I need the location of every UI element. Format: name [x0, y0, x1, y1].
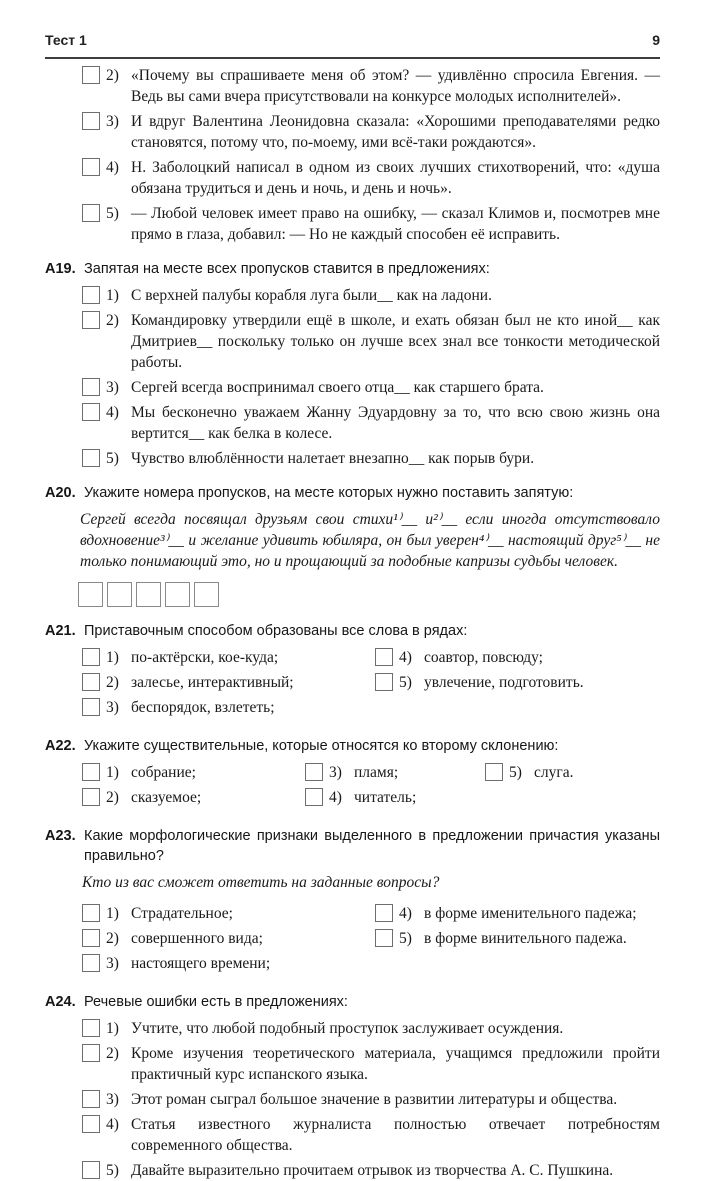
answer-option — [82, 903, 375, 924]
option-text: в форме именительного падежа; — [424, 905, 637, 922]
question-a22-options — [82, 762, 660, 812]
option-number: 2) — [106, 789, 119, 806]
option-text: Н. Заболоцкий написал в одном из своих лучших стихотворений, что: «душа обязана трудиться и день и ночь, и день и ночь». — [131, 159, 660, 197]
question-a22-header — [45, 736, 660, 756]
option-text: Сергей всегда воспринимал своего отца__ как старшего брата. — [131, 379, 544, 396]
question-prompt: Укажите существительные, которые относятся ко второму склонению: — [84, 738, 559, 754]
option-text: совершенного вида; — [131, 930, 263, 947]
answer-option — [82, 111, 660, 153]
question-a24-header — [45, 992, 660, 1012]
answer-checkbox[interactable] — [82, 66, 100, 84]
question-a19-header — [45, 259, 660, 279]
question-prompt: Запятая на месте всех пропусков ставится в предложениях: — [84, 261, 490, 277]
option-number: 3) — [106, 699, 119, 716]
option-text: пламя; — [354, 764, 399, 781]
option-text: Этот роман сыграл большое значение в развитии литературы и общества. — [131, 1091, 618, 1108]
answer-option — [305, 787, 485, 808]
option-text: Статья известного журналиста полностью отвечает потребностям современного общества. — [131, 1116, 660, 1154]
option-text: «Почему вы спрашиваете меня об этом? — удивлённо спросила Евгения. — Ведь вы сами вчера присутствовали на конкурсе молодых исполнителей». — [131, 67, 660, 105]
option-number: 4) — [329, 789, 342, 806]
answer-input-box[interactable] — [78, 582, 103, 607]
question-a21-header — [45, 621, 660, 641]
answer-checkbox[interactable] — [82, 698, 100, 716]
option-number: 3) — [329, 764, 342, 781]
option-number: 3) — [106, 955, 119, 972]
answer-option — [82, 1089, 660, 1110]
answer-input-box[interactable] — [194, 582, 219, 607]
option-text: Кроме изучения теоретического материала, учащимся предложили пройти практичный курс испанского языка. — [131, 1045, 660, 1083]
answer-checkbox[interactable] — [82, 378, 100, 396]
answer-checkbox[interactable] — [305, 763, 323, 781]
option-number: 2) — [106, 312, 119, 329]
passage-text: Кто из вас сможет ответить на — [82, 874, 311, 891]
option-text: настоящего времени; — [131, 955, 271, 972]
option-text: — Любой человек имеет право на ошибку, — сказал Климов и, посмотрев мне прямо в глаза, добавил: — Но не каждый способен её исправить. — [131, 205, 660, 243]
answer-checkbox[interactable] — [82, 929, 100, 947]
option-text: читатель; — [354, 789, 417, 806]
answer-option — [375, 928, 660, 949]
question-a23-passage — [82, 872, 660, 893]
option-number: 3) — [106, 113, 119, 130]
answer-option — [82, 377, 660, 398]
answer-option — [485, 762, 660, 783]
option-text: залесье, интерактивный; — [131, 674, 294, 691]
option-text: Учтите, что любой подобный проступок заслуживает осуждения. — [131, 1020, 564, 1037]
answer-checkbox[interactable] — [375, 904, 393, 922]
answer-option — [82, 1018, 660, 1039]
question-a20-passage: Сергей всегда посвящал друзьям свои стихи¹⁾__ и²⁾__ если иногда отсутствовало вдохновение³⁾__ и желание удивить юбиляра, он был уверен⁴⁾__ настоящий друг⁵⁾__ не только понимающий это, но и прощающий за подобные капризы судьбы человек. — [80, 511, 660, 570]
answer-checkbox[interactable] — [82, 954, 100, 972]
answer-checkbox[interactable] — [82, 449, 100, 467]
option-text: сказуемое; — [131, 789, 202, 806]
answer-box-row — [78, 582, 660, 607]
answer-option — [82, 285, 660, 306]
question-id: А20. — [45, 485, 76, 501]
question-id: А24. — [45, 994, 76, 1010]
option-text: увлечение, подготовить. — [424, 674, 584, 691]
option-text: Мы бесконечно уважаем Жанну Эдуардовну за то, что всю свою жизнь она вертится__ как белка в колесе. — [131, 404, 660, 442]
answer-checkbox[interactable] — [82, 673, 100, 691]
question-a20-header — [45, 483, 660, 503]
option-number: 5) — [106, 450, 119, 467]
question-prompt: Речевые ошибки есть в предложениях: — [84, 994, 348, 1010]
option-number: 2) — [106, 1045, 119, 1062]
answer-checkbox[interactable] — [82, 403, 100, 421]
answer-option — [375, 903, 660, 924]
answer-checkbox[interactable] — [82, 1019, 100, 1037]
passage-bold-word: заданные — [310, 874, 373, 891]
answer-checkbox[interactable] — [82, 904, 100, 922]
option-number: 5) — [106, 205, 119, 222]
option-number: 4) — [399, 905, 412, 922]
question-a24-options — [82, 1018, 660, 1181]
option-text: Давайте выразительно прочитаем отрывок из творчества А. С. Пушкина. — [131, 1162, 614, 1179]
answer-checkbox[interactable] — [82, 112, 100, 130]
option-number: 1) — [106, 905, 119, 922]
option-number: 5) — [399, 930, 412, 947]
answer-checkbox[interactable] — [82, 311, 100, 329]
question-id: А19. — [45, 261, 76, 277]
question-id: А21. — [45, 623, 76, 639]
answer-option — [82, 697, 375, 718]
answer-option — [82, 1043, 660, 1085]
question-a23-header — [45, 826, 660, 866]
option-number: 5) — [509, 764, 522, 781]
answer-checkbox[interactable] — [82, 286, 100, 304]
option-number: 1) — [106, 1020, 119, 1037]
option-number: 2) — [106, 67, 119, 84]
answer-checkbox[interactable] — [305, 788, 323, 806]
answer-option — [82, 402, 660, 444]
answer-option — [82, 647, 375, 668]
answer-option — [82, 928, 375, 949]
answer-option — [82, 157, 660, 199]
question-a23-options — [82, 903, 660, 978]
question-a21-options — [82, 647, 660, 722]
test-title: Тест 1 — [45, 32, 87, 48]
answer-checkbox[interactable] — [485, 763, 503, 781]
option-text: слуга. — [534, 764, 574, 781]
question-prompt: Укажите номера пропусков, на месте которых нужно поставить запятую: — [84, 485, 574, 501]
answer-checkbox[interactable] — [82, 1161, 100, 1179]
answer-option — [82, 448, 660, 469]
option-number: 1) — [106, 764, 119, 781]
answer-checkbox[interactable] — [82, 204, 100, 222]
option-number: 5) — [106, 1162, 119, 1179]
option-number: 4) — [106, 159, 119, 176]
option-number: 1) — [106, 649, 119, 666]
answer-checkbox[interactable] — [82, 1090, 100, 1108]
option-text: Страдательное; — [131, 905, 233, 922]
option-number: 3) — [106, 379, 119, 396]
answer-option — [82, 310, 660, 373]
answer-input-box[interactable] — [107, 582, 132, 607]
answer-option — [82, 65, 660, 107]
option-text: собрание; — [131, 764, 196, 781]
answer-option — [305, 762, 485, 783]
option-text: Чувство влюблённости налетает внезапно__ как порыв бури. — [131, 450, 535, 467]
question-id: А23. — [45, 828, 76, 844]
answer-checkbox[interactable] — [375, 929, 393, 947]
option-number: 2) — [106, 930, 119, 947]
answer-checkbox[interactable] — [82, 648, 100, 666]
answer-checkbox[interactable] — [82, 1044, 100, 1062]
option-number: 1) — [106, 287, 119, 304]
answer-option — [82, 762, 305, 783]
answer-option — [82, 953, 375, 974]
option-number: 3) — [106, 1091, 119, 1108]
answer-option — [82, 1160, 660, 1181]
answer-option — [375, 672, 660, 693]
question-a19-options — [82, 285, 660, 469]
question-id: А22. — [45, 738, 76, 754]
option-number: 5) — [399, 674, 412, 691]
option-number: 4) — [106, 404, 119, 421]
answer-option — [82, 787, 305, 808]
passage-text: вопросы? — [372, 874, 440, 891]
page-number: 9 — [652, 32, 660, 48]
answer-checkbox[interactable] — [82, 763, 100, 781]
option-number: 2) — [106, 674, 119, 691]
answer-checkbox[interactable] — [375, 673, 393, 691]
answer-input-box[interactable] — [165, 582, 190, 607]
answer-option — [375, 647, 660, 668]
question-prompt: Приставочным способом образованы все слова в рядах: — [84, 623, 468, 639]
continuation-options — [82, 65, 660, 245]
question-prompt: Какие морфологические признаки выделенного в предложении причастия указаны правильно? — [84, 828, 660, 864]
option-number: 4) — [399, 649, 412, 666]
option-text: И вдруг Валентина Леонидовна сказала: «Хорошими преподавателями редко становятся, потому что, по-моему, ими всё-таки рождаются». — [131, 113, 660, 151]
option-text: по-актёрски, кое-куда; — [131, 649, 279, 666]
answer-option — [82, 1114, 660, 1156]
answer-input-box[interactable] — [136, 582, 161, 607]
answer-option — [82, 203, 660, 245]
option-number: 4) — [106, 1116, 119, 1133]
option-text: Командировку утвердили ещё в школе, и ехать обязан был не кто иной__ как Дмитриев__ поскольку только он лучше всех знал все тонкости методической работы. — [131, 312, 660, 371]
answer-checkbox[interactable] — [375, 648, 393, 666]
page-header — [45, 30, 660, 59]
answer-checkbox[interactable] — [82, 788, 100, 806]
answer-checkbox[interactable] — [82, 158, 100, 176]
answer-checkbox[interactable] — [82, 1115, 100, 1133]
option-text: С верхней палубы корабля луга были__ как на ладони. — [131, 287, 492, 304]
option-text: в форме винительного падежа. — [424, 930, 627, 947]
option-text: беспорядок, взлететь; — [131, 699, 275, 716]
option-text: соавтор, повсюду; — [424, 649, 543, 666]
answer-option — [82, 672, 375, 693]
